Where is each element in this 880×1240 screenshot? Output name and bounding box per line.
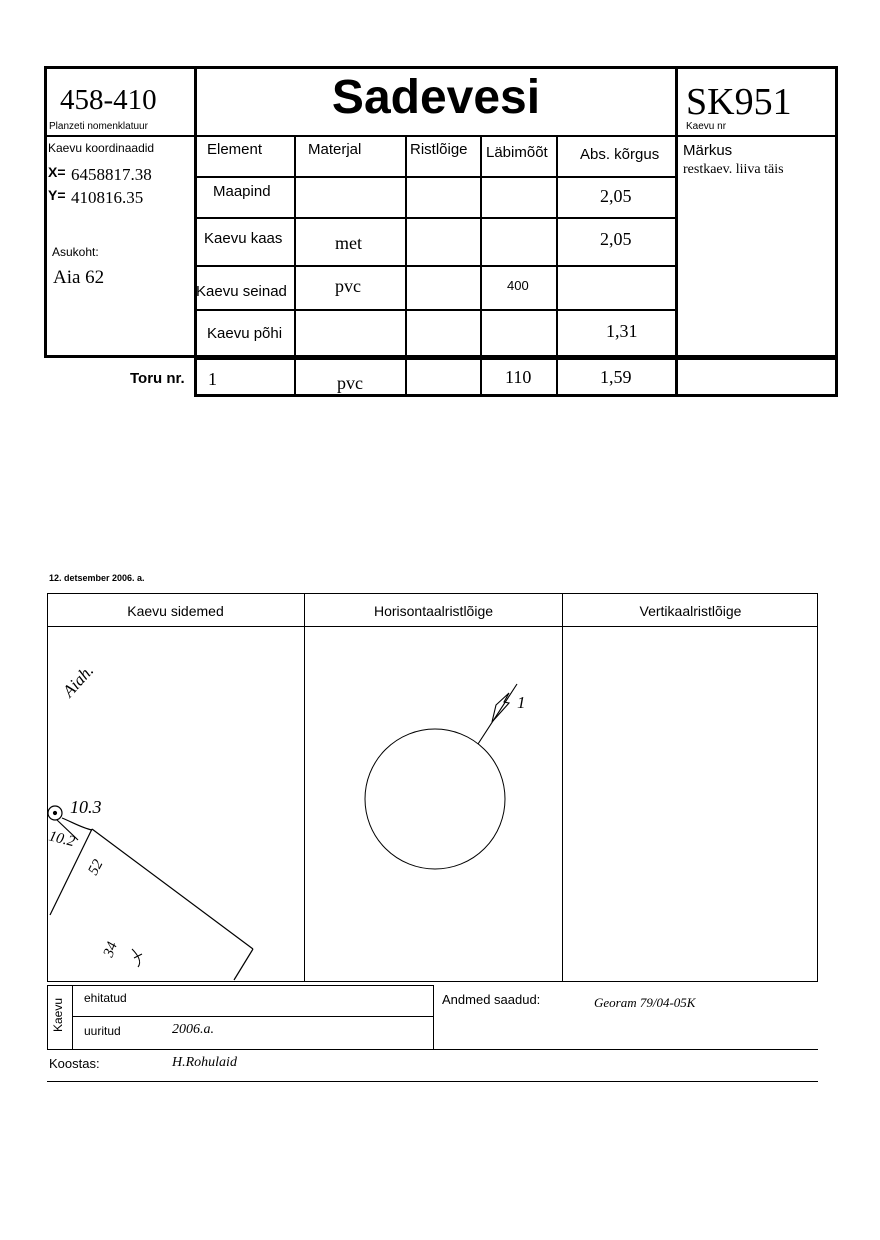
- pipe-direction-line: [478, 684, 517, 744]
- page-title: Sadevesi: [331, 71, 541, 124]
- footer-kaevu-border: [72, 985, 73, 1049]
- surveyed-label: uuritud: [84, 1024, 121, 1038]
- pipe-label: Toru nr.: [130, 370, 185, 387]
- nomenclature-value: 458-410: [60, 84, 157, 116]
- data-source-label: Andmed saadud:: [442, 992, 541, 1007]
- panel-title-vertical: Vertikaalristlõige: [639, 603, 742, 619]
- measure-arc: [62, 818, 92, 830]
- well-dot: [54, 812, 57, 815]
- col-header-element: Element: [207, 141, 263, 158]
- row-3-material: pvc: [335, 276, 361, 296]
- sketch-street-label: Aiah.: [58, 660, 98, 701]
- row-3-element: Kaevu seinad: [196, 283, 287, 300]
- footer-left-border: [47, 985, 48, 1049]
- data-source-value: Georam 79/04-05K: [594, 995, 696, 1010]
- sketch-house-number: 34: [100, 939, 121, 960]
- location-label: Asukoht:: [52, 245, 99, 259]
- surveyed-value: 2006.a.: [172, 1022, 214, 1037]
- row-4-element: Kaevu põhi: [207, 325, 283, 342]
- kaevu-label: Kaevu: [51, 997, 65, 1033]
- row-1-elevation: 2,05: [600, 186, 632, 206]
- row-1-element: Maapind: [213, 183, 271, 200]
- footer-rule-end: [47, 1081, 818, 1082]
- col-header-diameter: Läbimõõt: [486, 144, 548, 161]
- well-number-label: Kaevu nr: [686, 121, 727, 132]
- footer-mid-border: [433, 985, 434, 1049]
- y-label: Y=: [48, 187, 66, 203]
- survey-date: 12. detsember 2006. a.: [49, 573, 145, 583]
- house-wall-end: [234, 949, 253, 980]
- row-2-material: met: [335, 233, 362, 253]
- location-sketch: [48, 806, 253, 980]
- well-cross-section: [365, 729, 505, 869]
- x-value: 6458817.38: [71, 165, 152, 184]
- sketch-dist-a: 10.3: [70, 797, 102, 817]
- col-header-elevation: Abs. kõrgus: [580, 146, 660, 163]
- footer-rule-mid: [72, 1016, 433, 1017]
- panel-title-horizontal: Horisontaalristlõige: [373, 603, 494, 619]
- nomenclature-label: Planzeti nomenklatuur: [49, 121, 148, 132]
- sketch-house-mark: [132, 949, 142, 967]
- row-2-elevation: 2,05: [600, 229, 632, 249]
- remarks-value: restkaev. liiva täis: [683, 162, 784, 177]
- pipe-elevation: 1,59: [600, 367, 632, 387]
- pipe-diameter: 110: [505, 367, 532, 387]
- pipe-material: pvc: [337, 373, 363, 393]
- footer-rule-bottom: [47, 1049, 818, 1050]
- x-label: X=: [48, 164, 66, 180]
- y-value: 410816.35: [71, 188, 144, 207]
- col-header-section: Ristlõige: [410, 141, 468, 158]
- row-2-element: Kaevu kaas: [204, 230, 283, 247]
- row-3-diameter: 400: [507, 278, 529, 293]
- built-label: ehitatud: [84, 991, 127, 1005]
- house-wall-main: [92, 829, 253, 949]
- sketch-dist-b: 10.2: [47, 828, 77, 851]
- location-value: Aia 62: [53, 267, 105, 288]
- footer-rule-top: [47, 985, 433, 986]
- author-label: Koostas:: [49, 1056, 100, 1071]
- coords-label: Kaevu koordinaadid: [48, 141, 155, 155]
- col-header-material: Materjal: [308, 141, 362, 158]
- sketch-dist-c: 52: [85, 857, 107, 878]
- remarks-label: Märkus: [683, 142, 733, 159]
- pipe-number: 1: [208, 369, 217, 389]
- author-value: H.Rohulaid: [172, 1055, 237, 1070]
- panel-title-sidemed: Kaevu sidemed: [127, 603, 224, 619]
- pipe-number-sketch: 1: [517, 693, 526, 712]
- row-4-elevation: 1,31: [606, 321, 638, 341]
- well-number: SK951: [686, 81, 792, 123]
